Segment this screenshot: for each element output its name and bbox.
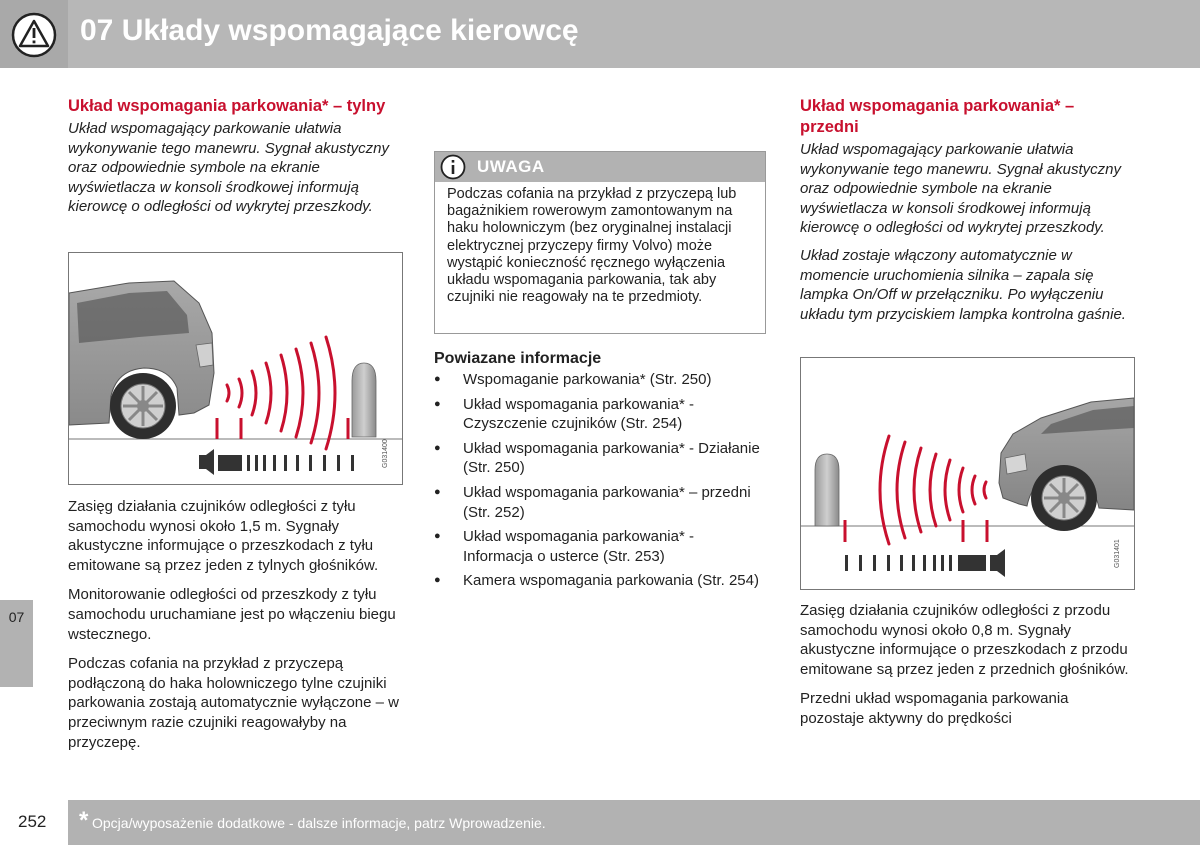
- note-header: [435, 152, 765, 182]
- rear-trailer-paragraph: Podczas cofania na przykład z przyczepą podłączoną do haka holowniczego tylne czujniki parkowania zostają automatycznie wyłączone – w przeciwnym razie czujniki reagowałyby na przyczepę.: [68, 655, 400, 751]
- header-icon-box: [0, 0, 68, 68]
- chapter-side-tab: [0, 600, 33, 687]
- front-parking-intro: Układ wspomagający parkowanie ułatwia wykonywanie tego manewru. Sygnał akustyczny oraz odpowiednie symbole na ekranie wyświetlacza w konsoli środkowej informują kierowcę o odległości od wykrytej przeszkody.: [800, 141, 1121, 237]
- right-column-body: [800, 601, 1135, 739]
- front-figure-code: G031401: [1114, 539, 1121, 568]
- front-range-paragraph: Zasięg działania czujników odległości z przodu samochodu wynosi około 0,8 m. Sygnały akustyczne informujące o przeszkodach z przodu emitowane są przez jeden z przednich głośników.: [800, 602, 1129, 678]
- note-box: [434, 151, 766, 334]
- front-parking-heading: Układ wspomagania parkowania* – przedni: [800, 97, 1075, 136]
- chapter-title: 07 Układy wspomagające kierowcę: [80, 14, 579, 47]
- note-title: UWAGA: [477, 157, 545, 176]
- related-link[interactable]: ● Układ wspomagania parkowania* - Czyszczenie czujników (Str. 254): [434, 395, 764, 434]
- related-link[interactable]: ● Układ wspomagania parkowania* – przedni (Str. 252): [434, 483, 764, 522]
- footnote-star: *: [79, 807, 89, 834]
- chapter-header: [0, 0, 1200, 68]
- rear-parking-illustration: [69, 253, 402, 484]
- info-icon: [440, 154, 466, 180]
- front-speed-paragraph: Przedni układ wspomagania parkowania pozostaje aktywny do prędkości: [800, 690, 1069, 727]
- page-number: 252: [18, 812, 47, 831]
- rear-parking-heading: Układ wspomagania parkowania* – tylny: [68, 97, 386, 115]
- front-parking-illustration: [801, 358, 1134, 589]
- related-link[interactable]: ● Wspomaganie parkowania* (Str. 250): [434, 370, 764, 390]
- related-info-list: [434, 370, 764, 591]
- front-parking-activation: Układ zostaje włączony automatycznie w momencie uruchomienia silnika – zapala się lampka On/Off w przełączniku. Po wyłączeniu układu tym przyciskiem lampka kontrolna gaśnie.: [800, 246, 1126, 323]
- rear-parking-figure: [68, 252, 403, 485]
- left-column: [68, 96, 403, 225]
- right-column: [800, 96, 1135, 332]
- warning-triangle-icon: [11, 12, 57, 58]
- footer-bar: [68, 800, 1200, 845]
- rear-figure-code: G031400: [382, 439, 389, 468]
- chapter-tab-number: 07: [8, 609, 25, 625]
- note-text: Podczas cofania na przykład z przyczepą lub bagażnikiem rowerowym zamontowanym na haku holowniczym (bez oryginalnej instalacji elektrycznej przyczepy firmy Volvo) może wystąpić konieczność ręcznego wyłączenia układu wspomagania parkowania, tak aby czujniki nie reagowały na te przedmioty.: [447, 186, 737, 306]
- related-link[interactable]: ● Układ wspomagania parkowania* - Działanie (Str. 250): [434, 439, 764, 478]
- left-column-body: [68, 497, 403, 762]
- related-link[interactable]: ● Kamera wspomagania parkowania (Str. 254): [434, 571, 764, 591]
- rear-range-paragraph: Zasięg działania czujników odległości z tyłu samochodu wynosi około 1,5 m. Sygnały akustyczne informujące o przeszkodach z tyłu emitowane są przez jeden z tylnych głośników.: [68, 498, 379, 574]
- rear-parking-intro: Układ wspomagający parkowanie ułatwia wykonywanie tego manewru. Sygnał akustyczny oraz odpowiednie symbole na ekranie wyświetlacza w konsoli środkowej informują kierowcę o odległości od wykrytej przeszkody.: [68, 120, 389, 216]
- rear-activation-paragraph: Monitorowanie odległości od przeszkody z tyłu samochodu uruchamiane jest po włączeniu biegu wstecznego.: [68, 586, 396, 643]
- front-parking-figure: [800, 357, 1135, 590]
- footnote-text: Opcja/wyposażenie dodatkowe - dalsze informacje, patrz Wprowadzenie.: [92, 815, 546, 831]
- related-info-title: Powiazane informacje: [434, 350, 602, 367]
- related-info-section: [434, 350, 764, 596]
- related-link[interactable]: ● Układ wspomagania parkowania* - Informacja o usterce (Str. 253): [434, 527, 764, 566]
